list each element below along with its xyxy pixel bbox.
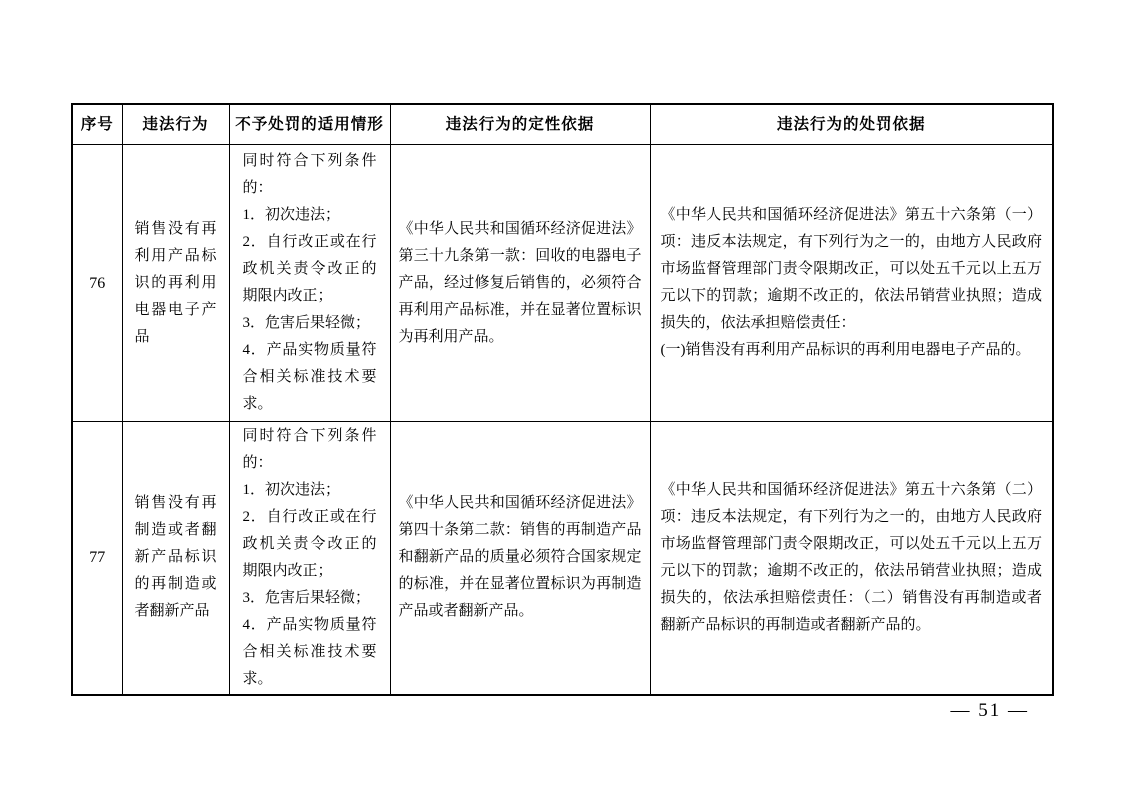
qualitative-basis-text: 《中华人民共和国循环经济促进法》第四十条第二款：销售的再制造产品和翻新产品的质量必须符合国家规定的标准，并在显著位置标识为再制造产品或者翻新产品。 — [398, 495, 642, 620]
header-penalty-basis: 违法行为的处罚依据 — [650, 104, 1053, 145]
condition-item-4: 4．产品实物质量符合相关标准技术要求。 — [242, 616, 377, 687]
penalty-basis-paragraph: 《中华人民共和国循环经济促进法》第五十六条第（二）项：违反本法规定，有下列行为之一的，由地方人民政府市场监督管理部门责令限期改正，可以处五千元以上五万元以下的罚款；逾期不改正的，依法吊销营业执照；造成损失的，依法承担赔偿责任：（二）销售没有再制造或者翻新产品标识的再制造或者翻新产品的。 — [660, 481, 1042, 633]
penalty-table — [71, 103, 1054, 696]
table-header-row — [72, 104, 1053, 145]
table-row-77 — [72, 422, 1053, 695]
qualitative-basis-text: 《中华人民共和国循环经济促进法》第三十九条第一款：回收的电器电子产品，经过修复后销售的，必须符合再利用产品标准，并在显著位置标识为再利用产品。 — [398, 220, 642, 345]
condition-item-2: 2．自行改正或在行政机关责令改正的期限内改正； — [242, 508, 377, 579]
penalty-basis-cell — [650, 422, 1053, 695]
violation-text: 销售没有再制造或者翻新产品标识的再制造或者翻新产品 — [134, 495, 217, 620]
conditions-cell — [229, 145, 390, 422]
violation-text: 销售没有再利用产品标识的再利用电器电子产品 — [134, 220, 217, 345]
condition-item-2: 2．自行改正或在行政机关责令改正的期限内改正； — [242, 234, 377, 304]
condition-item-1: 1．初次违法； — [242, 207, 341, 223]
condition-item-3: 3．危害后果轻微； — [242, 589, 371, 606]
condition-intro: 同时符合下列条件的： — [242, 427, 377, 471]
penalty-basis-item: (一)销售没有再利用产品标识的再利用电器电子产品的。 — [660, 342, 1031, 358]
header-non-penalty-conditions: 不予处罚的适用情形 — [229, 104, 390, 145]
violation-cell — [122, 145, 229, 422]
qualitative-basis-cell — [390, 422, 650, 695]
condition-item-3: 3．危害后果轻微； — [242, 315, 371, 331]
condition-item-1: 1．初次违法； — [242, 481, 341, 498]
row-number: 77 — [72, 422, 122, 695]
condition-item-4: 4．产品实物质量符合相关标准技术要求。 — [242, 342, 377, 412]
header-violation: 违法行为 — [122, 104, 229, 145]
conditions-cell — [229, 422, 390, 695]
penalty-basis-paragraph: 《中华人民共和国循环经济促进法》第五十六条第（一）项：违反本法规定，有下列行为之一的，由地方人民政府市场监督管理部门责令限期改正，可以处五千元以上五万元以下的罚款；逾期不改正的，依法吊销营业执照；造成损失的，依法承担赔偿责任： — [660, 207, 1042, 331]
violation-cell — [122, 422, 229, 695]
header-index: 序号 — [72, 104, 122, 145]
header-qualitative-basis: 违法行为的定性依据 — [390, 104, 650, 145]
qualitative-basis-cell — [390, 145, 650, 422]
condition-intro: 同时符合下列条件的： — [242, 153, 377, 196]
table-row-76 — [72, 145, 1053, 422]
page-number: — 51 — — [950, 700, 1029, 721]
penalty-basis-cell — [650, 145, 1053, 422]
row-number: 76 — [72, 145, 122, 422]
